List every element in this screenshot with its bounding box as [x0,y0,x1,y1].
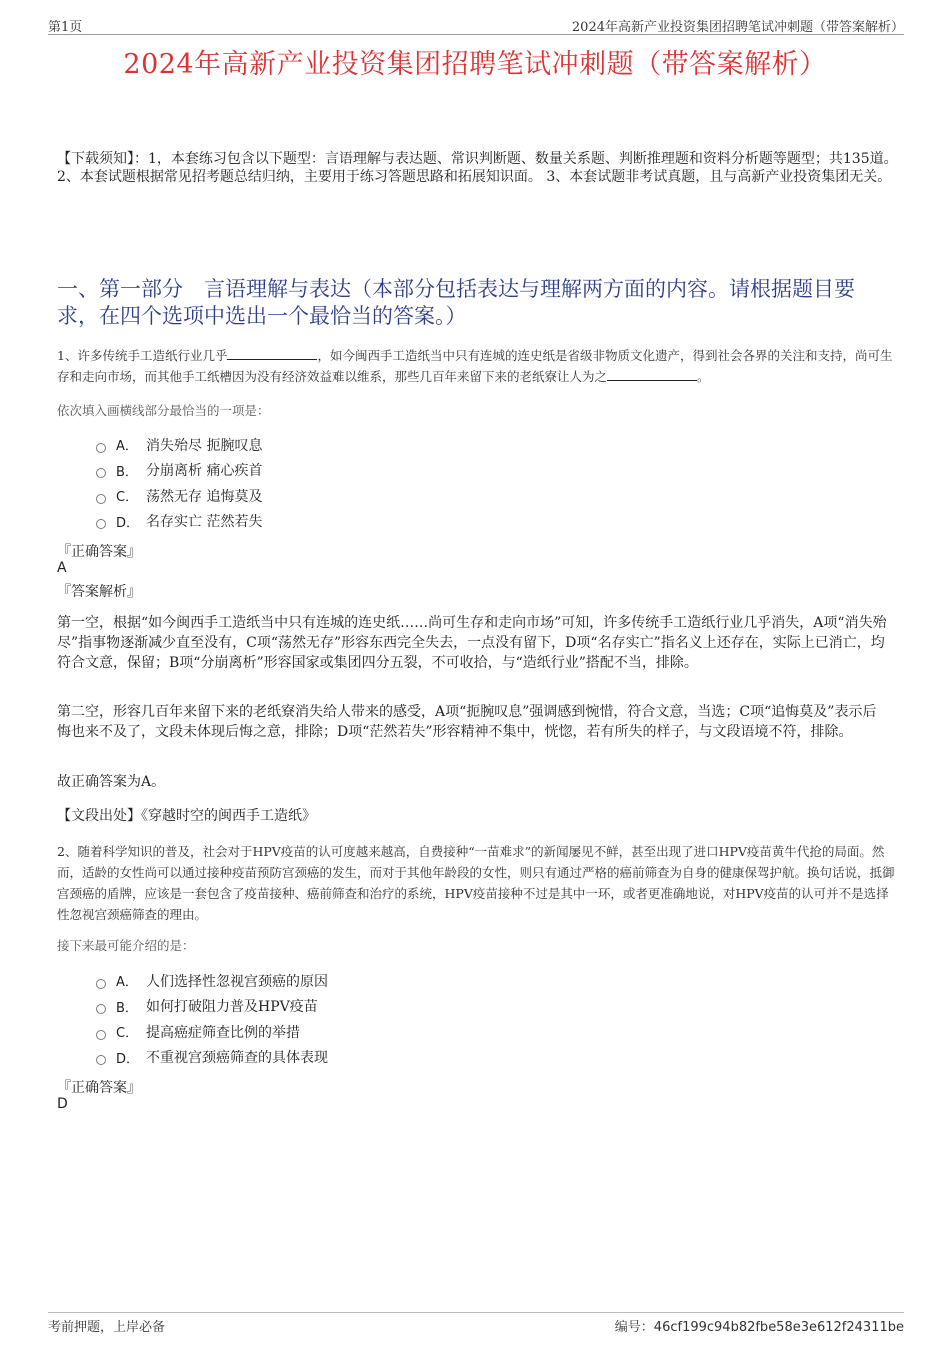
answer-label: 『正确答案』 [57,1080,141,1096]
page-number: 第1页 [48,20,83,35]
header-doc-title: 2024年高新产业投资集团招聘笔试冲刺题（带答案解析） [571,20,904,35]
question-1-part-c: 。 [697,369,710,384]
analysis-paragraph-1: 第一空，根据“如今闽西手工造纸当中只有连城的连史纸……尚可生存和走向市场”可知，许多传统手工造纸行业几乎消失，A项“消失殆尽”指事物逐渐减少直至没有，C项“荡然无存”形容东西完全失去，一点没有留下，D项“名存实亡”指名义上还存在，实际上已消亡，均符合文意，保留；B项“分崩离析”形容国家或集团四分五裂，不可收拾，与“造纸行业”搭配不当，排除。 [57,615,887,671]
page-footer [48,1312,904,1333]
answer-value: D [57,1096,68,1112]
question-1-options [96,432,262,534]
question-1-prompt: 依次填入画横线部分最恰当的一项是： [57,403,270,418]
radio-icon[interactable] [96,1030,106,1040]
page-header [48,14,904,35]
answer-label: 『正确答案』 [57,544,141,560]
option-d[interactable]: D． 名存实亡 茫然若失 [96,509,262,535]
footer-slogan: 考前押题，上岸必备 [48,1320,166,1335]
option-a[interactable]: A． 消失殆尽 扼腕叹息 [96,432,262,458]
blank-2 [607,368,697,381]
download-notice: 【下载须知】：1，本套练习包含以下题型：言语理解与表达题、常识判断题、数量关系题、判断推理题和资料分析题等题型；共135道。 2、本套试题根据常见招考题总结归纳，主要用于练习答题思路和拓展知识面。 3、本套试题非考试真题，且与高新产业投资集团无关。 [57,151,898,185]
question-1-text [57,345,898,387]
radio-icon[interactable] [96,468,106,478]
analysis-label: 『答案解析』 [57,584,141,600]
question-2-text: 2、随着科学知识的普及，社会对于HPV疫苗的认可度越来越高，自费接种“一苗难求”的新闻屡见不鲜，甚至出现了进口HPV疫苗黄牛代抢的局面。然而，适龄的女性尚可以通过接种疫苗预防宫颈癌的发生，而对于其他年龄段的女性，则只有通过严格的癌前筛查为自身的健康保驾护航。换句话说，抵御宫颈癌的盾牌，应该是一套包含了疫苗接种、癌前筛查和治疗的系统，HPV疫苗接种不过是其中一环，或者更准确地说，对HPV疫苗的认可并不是选择性忽视宫颈癌筛查的理由。 [57,844,895,922]
radio-icon[interactable] [96,1004,106,1014]
footer-code: 编号：46cf199c94b82fbe58e3e612f24311be [614,1320,904,1335]
radio-icon[interactable] [96,979,106,989]
radio-icon[interactable] [96,494,106,504]
radio-icon[interactable] [96,443,106,453]
radio-icon[interactable] [96,1055,106,1065]
analysis-conclusion: 故正确答案为A。 [57,774,166,790]
section-title: 一、第一部分 言语理解与表达（本部分包括表达与理解两方面的内容。请根据题目要求，在四个选项中选出一个最恰当的答案。） [57,277,855,328]
question-1-part-b: ，如今闽西手工造纸当中只有连城的连史纸是省级非物质文化遗产，得到社会各界的关注和支持，尚可生存和走向市场，而其他手工纸槽因为没有经济效益难以维系，那些几百年来留下来的老纸寮让人为之 [57,348,893,384]
text-source: 【文段出处】《穿越时空的闽西手工造纸》 [57,808,316,824]
blank-1 [227,347,317,360]
option-b[interactable]: B． 分崩离析 痛心疾首 [96,458,262,484]
answer-value: A [57,560,67,576]
radio-icon[interactable] [96,519,106,529]
question-1-part-a: 1、许多传统手工造纸行业几乎 [57,348,228,363]
question-2-options [96,968,328,1070]
question-2-prompt: 接下来最可能介绍的是： [57,938,195,953]
option-c[interactable]: C． 提高癌症筛查比例的举措 [96,1019,328,1045]
analysis-paragraph-2: 第二空，形容几百年来留下来的老纸寮消失给人带来的感受，A项“扼腕叹息”强调感到惋惜，符合文意，当选；C项“追悔莫及”表示后悔也来不及了，文段未体现后悔之意，排除；D项“茫然若失”形容精神不集中，恍惚，若有所失的样子，与文段语境不符，排除。 [57,704,877,740]
option-d[interactable]: D． 不重视宫颈癌筛查的具体表现 [96,1045,328,1071]
option-c[interactable]: C． 荡然无存 追悔莫及 [96,483,262,509]
option-a[interactable]: A． 人们选择性忽视宫颈癌的原因 [96,968,328,994]
page-title: 2024年高新产业投资集团招聘笔试冲刺题（带答案解析） [123,49,827,80]
option-b[interactable]: B． 如何打破阻力普及HPV疫苗 [96,994,328,1020]
